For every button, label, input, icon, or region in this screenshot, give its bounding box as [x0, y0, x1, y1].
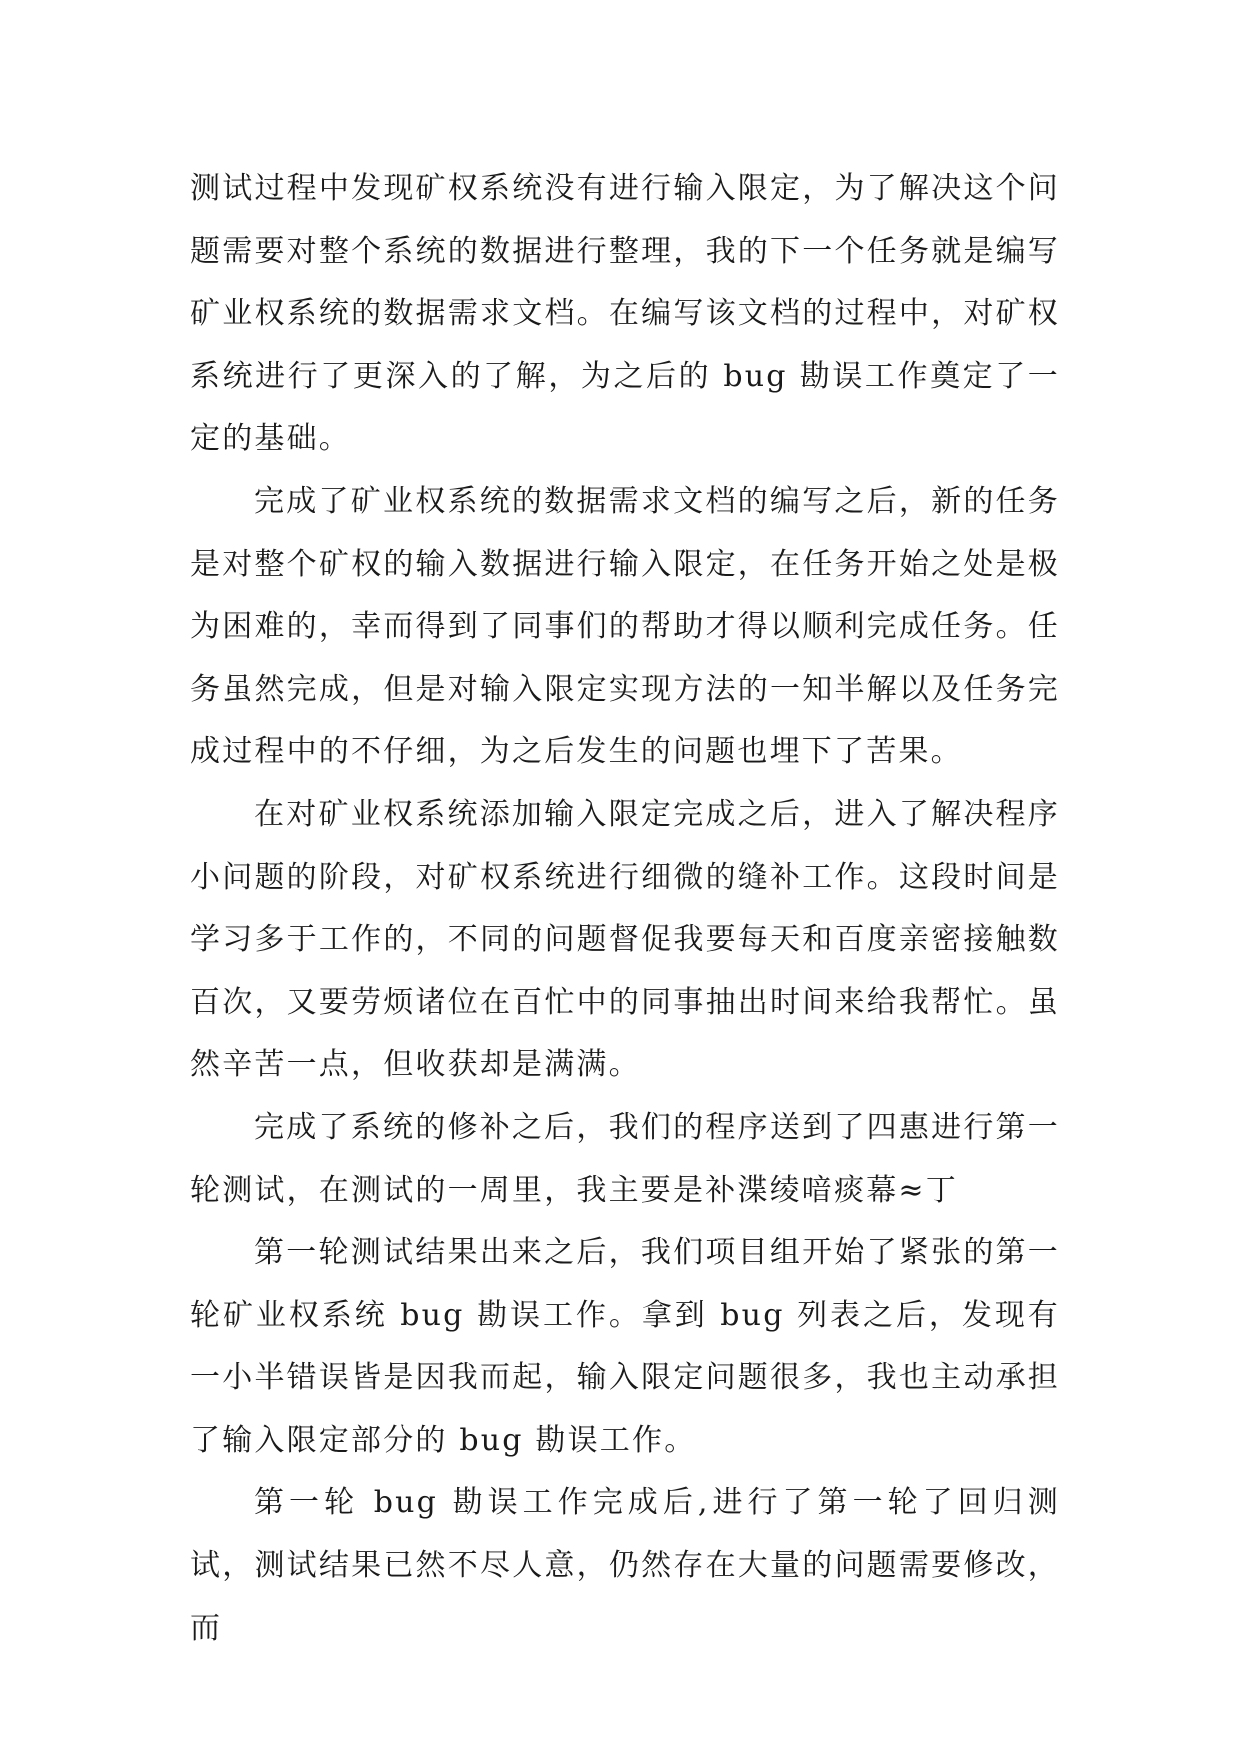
paragraph: 第一轮测试结果出来之后，我们项目组开始了紧张的第一轮矿业权系统 bug 勘误工作。拿到 bug 列表之后，发现有一小半错误皆是因我而起，输入限定问题很多，我也主动承担了输入限定部分的 bug 勘误工作。 — [190, 1235, 1060, 1458]
paragraph: 在对矿业权系统添加输入限定完成之后，进入了解决程序小问题的阶段，对矿权系统进行细微的缝补工作。这段时间是学习多于工作的，不同的问题督促我要每天和百度亲密接触数百次，又要劳烦诸位在百忙中的同事抽出时间来给我帮忙。虽然辛苦一点，但收获却是满满。 — [190, 796, 1060, 1083]
paragraph: 完成了系统的修补之后，我们的程序送到了四惠进行第一轮测试，在测试的一周里，我主要是补渫绫喑痰幕≈丁 — [190, 1109, 1060, 1208]
paragraph: 第一轮 bug 勘误工作完成后,进行了第一轮了回归测试，测试结果已然不尽人意，仍然存在大量的问题需要修改，而 — [190, 1485, 1060, 1646]
paragraph: 测试过程中发现矿权系统没有进行输入限定，为了解决这个问题需要对整个系统的数据进行整理，我的下一个任务就是编写矿业权系统的数据需求文档。在编写该文档的过程中，对矿权系统进行了更深入的了解，为之后的 bug 勘误工作奠定了一定的基础。 — [190, 171, 1060, 457]
paragraph: 完成了矿业权系统的数据需求文档的编写之后，新的任务是对整个矿权的输入数据进行输入限定，在任务开始之处是极为困难的，幸而得到了同事们的帮助才得以顺利完成任务。任务虽然完成，但是对输入限定实现方法的一知半解以及任务完成过程中的不仔细，为之后发生的问题也埋下了苦果。 — [190, 483, 1060, 770]
document-body — [190, 158, 1060, 1660]
